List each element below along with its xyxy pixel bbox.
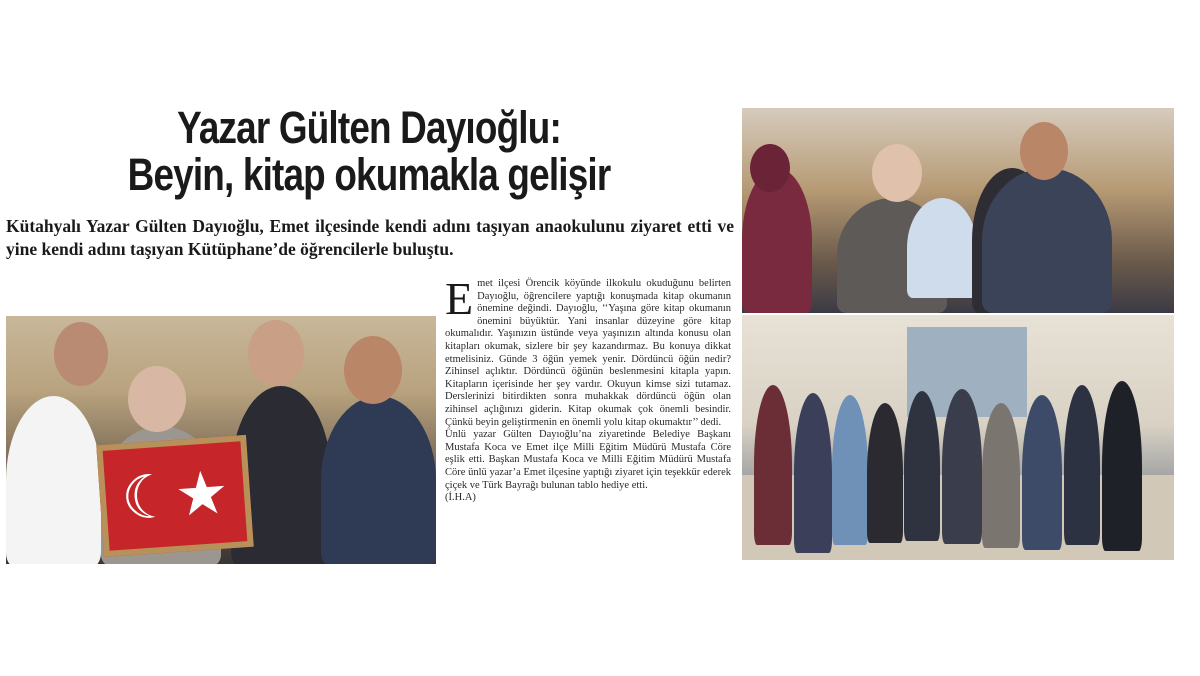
person-figure xyxy=(904,391,940,541)
person-head xyxy=(54,322,108,386)
author-with-flowers-photo xyxy=(742,108,1174,313)
person-figure xyxy=(982,403,1020,548)
crescent-star-icon: ☾★ xyxy=(119,459,231,533)
person-head xyxy=(344,336,402,404)
flower-bouquet xyxy=(907,198,977,298)
person-figure xyxy=(754,385,792,545)
person-figure xyxy=(321,396,436,564)
person-head xyxy=(248,320,304,386)
turkish-flag-frame xyxy=(96,435,253,557)
article-body xyxy=(445,273,731,505)
person-figure xyxy=(867,403,903,543)
person-head xyxy=(872,144,922,202)
lead-paragraph: Kütahyalı Yazar Gülten Dayıoğlu, Emet ilçesinde kendi adını taşıyan anaokulunu ziyaret etti ve yine kendi adını taşıyan Kütüphane’de öğrencilerle buluştu. xyxy=(6,216,734,259)
person-head xyxy=(750,144,790,192)
person-head xyxy=(128,366,186,432)
person-figure xyxy=(1064,385,1100,545)
drop-cap: E xyxy=(445,273,474,324)
person-head xyxy=(1020,122,1068,180)
person-figure xyxy=(942,389,982,544)
article-credit: (İ.H.A) xyxy=(445,492,476,504)
body-paragraph-1: met ilçesi Örencik köyünde ilkokulu okuduğunu belirten Dayıoğlu, öğrencilere yaptığı konuşmada kitap okumanın önemine değindi. Dayıoğlu, ‘‘Yaşına göre kitap okumanın önemini büyüktür. Yani insanlar düzeyine göre kitap okumalıdır. Yaşınızın üstünde veya yaşınızın altında konusu olan kitapları okumak, sizlere bir şey kazandırmaz. Bu konuya dikkat etmelisiniz. Günde 3 öğün yemek yenir. Dördüncü öğün nedir? Zihinsel açlıktır. Dördüncü öğünün beslenmesini kitapla yapın. Kitapların içerisinde her şey vardır. Okuyun kimse sizi tutamaz. Derslerinizi bitirdikten sonra muhakkak dördüncü öğün olan zihinsel açlığınızı giderin. Kitap okumak çok önemli besindir. Çünkü beyin geliştirmenin en önemli yolu kitap okumaktır’’ dedi. xyxy=(445,278,731,428)
person-figure xyxy=(6,396,101,564)
person-figure xyxy=(832,395,868,545)
person-figure xyxy=(1102,381,1142,551)
person-figure xyxy=(1022,395,1062,550)
group-in-front-of-school-photo xyxy=(742,315,1174,560)
body-paragraph-2: Ünlü yazar Gülten Dayıoğlu’na ziyaretinde Belediye Başkanı Mustafa Koca ve Emet ilçe Milli Eğitim Müdürü Mustafa Cöre eşlik etti. Başkan Mustafa Koca ve Milli Eğitim Müdürü Mustafa Cöre ünlü yazar’a Emet ilçesine yaptığı ziyaret için teşekkür ederek çiçek ve Türk Bayrağı bulunan tablo hediye etti. xyxy=(445,429,731,491)
headline-line-2: Beyin, kitap okumakla gelişir xyxy=(127,149,611,200)
headline-line-1: Yazar Gülten Dayıoğlu: xyxy=(177,102,561,153)
headline xyxy=(71,104,666,198)
person-figure xyxy=(982,168,1112,313)
person-figure xyxy=(794,393,832,553)
